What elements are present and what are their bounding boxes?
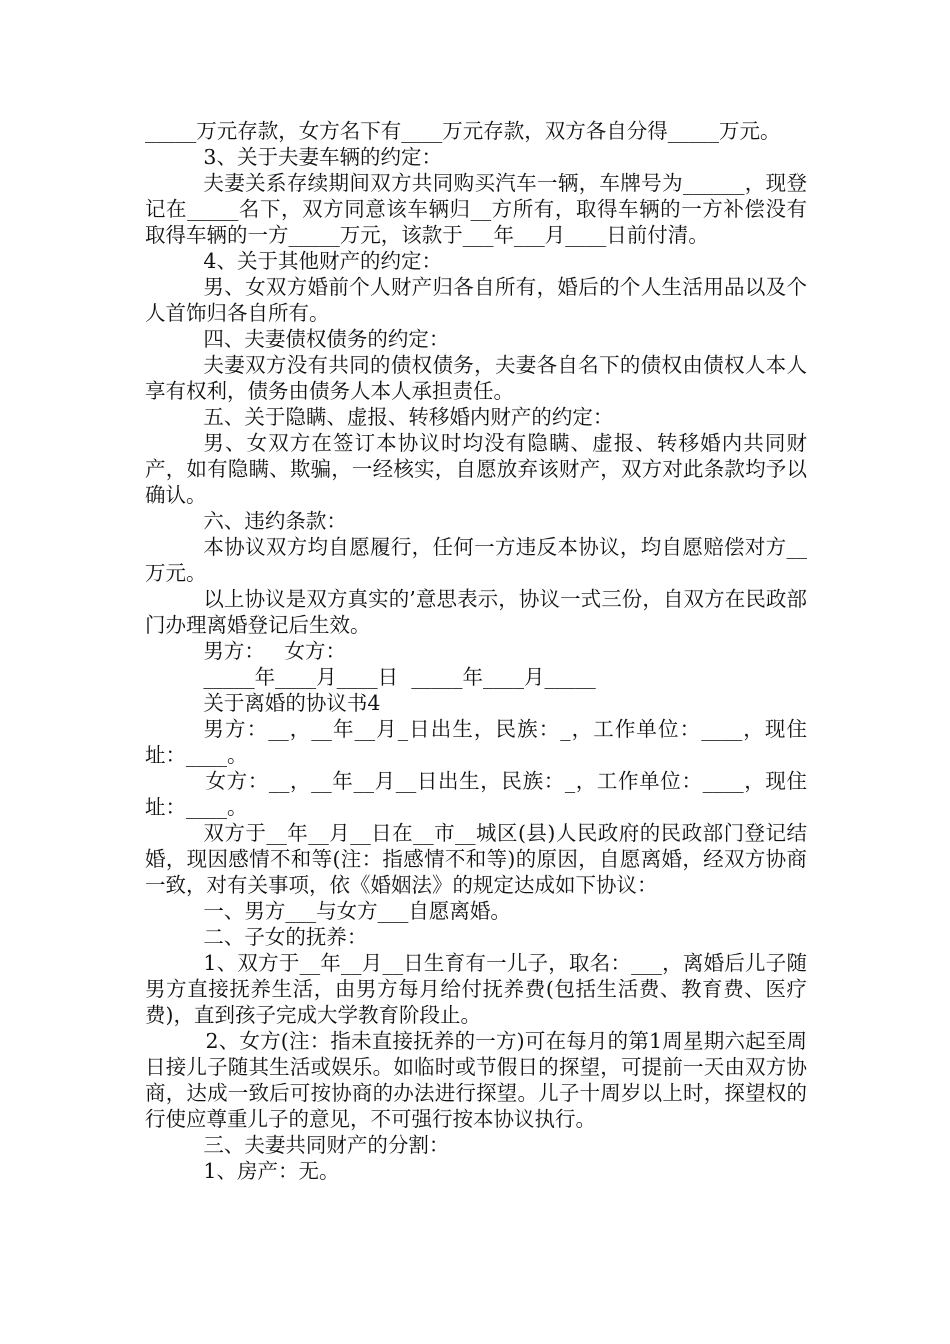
heading-property-division: 三、夫妻共同财产的分割： [203, 1133, 450, 1157]
paragraph-effectiveness: 以上协议是双方真实的’意思表示，协议一式三份，自双方在民政部门办理离婚登记后生效。 [145, 587, 807, 637]
paragraph-debts: 夫妻双方没有共同的债权债务，夫妻各自名下的债权由债权人本人享有权利，债务由债务人本人承担责任。 [145, 353, 807, 403]
date-line: _____年____月____日 _____年____月_____ [203, 665, 596, 689]
paragraph-other-property: 男、女双方婚前个人财产归各自所有，婚后的个人生活用品以及个人首饰归各自所有。 [145, 275, 807, 325]
heading-concealment: 五、关于隐瞒、虚报、转移婚内财产的约定： [203, 405, 614, 429]
paragraph-husband-info: 男方：__，__年__月_日出生，民族：_，工作单位：____，现住址：____。 [145, 717, 807, 767]
heading-debts: 四、夫妻债权债务的约定： [203, 327, 450, 351]
paragraph-wife-info: 女方：__，__年__月__日出生，民族：_，工作单位：____，现住址：____。 [145, 769, 807, 819]
heading-child-custody: 二、子女的抚养： [203, 925, 368, 949]
paragraph-real-estate: 1、房产：无。 [203, 1159, 340, 1183]
paragraph-vehicle-terms: 夫妻关系存续期间双方共同购买汽车一辆，车牌号为______，现登记在_____名下，双方同意该车辆归__方所有，取得车辆的一方补偿没有取得车辆的一方_____万元，该款于___年___月____日前付清。 [145, 171, 807, 247]
paragraph-deposit-split: _____万元存款，女方名下有____万元存款，双方各自分得_____万元。 [145, 119, 781, 143]
paragraph-breach: 本协议双方均自愿履行，任何一方违反本协议，均自愿赔偿对方__万元。 [145, 535, 807, 585]
paragraph-visitation: 2、女方(注：指未直接抚养的一方)可在每月的第1周星期六起至周日接儿子随其生活或娱乐。如临时或节假日的探望，可提前一天由双方协商，达成一致后可按协商的办法进行探望。儿子十周岁以上时，探望权的行使应尊重儿子的意见，不可强行按本协议执行。 [145, 1029, 807, 1131]
paragraph-child-custody: 1、双方于__年__月__日生育有一儿子，取名：___，离婚后儿子随男方直接抚养生活，由男方每月给付抚养费(包括生活费、教育费、医疗费)，直到孩子完成大学教育阶段止。 [145, 951, 807, 1027]
heading-breach: 六、违约条款： [203, 509, 347, 533]
signature-line: 男方： 女方： [203, 639, 346, 663]
paragraph-concealment: 男、女双方在签订本协议时均没有隐瞒、虚报、转移婚内共同财产，如有隐瞒、欺骗，一经核实，自愿放弃该财产，双方对此条款均予以确认。 [145, 431, 807, 507]
clause-divorce: 一、男方___与女方___自愿离婚。 [203, 899, 511, 923]
heading-vehicle-agreement: 3、关于夫妻车辆的约定： [203, 145, 442, 169]
heading-other-property: 4、关于其他财产的约定： [203, 249, 442, 273]
paragraph-preamble: 双方于__年__月__日在__市__城区(县)人民政府的民政部门登记结婚，现因感情不和等(注：指感情不和等)的原因，自愿离婚，经双方协商一致，对有关事项，依《婚姻法》的规定达成如下协议： [145, 821, 807, 897]
document-body [145, 118, 807, 1184]
section-title: 关于离婚的协议书4 [203, 691, 381, 715]
